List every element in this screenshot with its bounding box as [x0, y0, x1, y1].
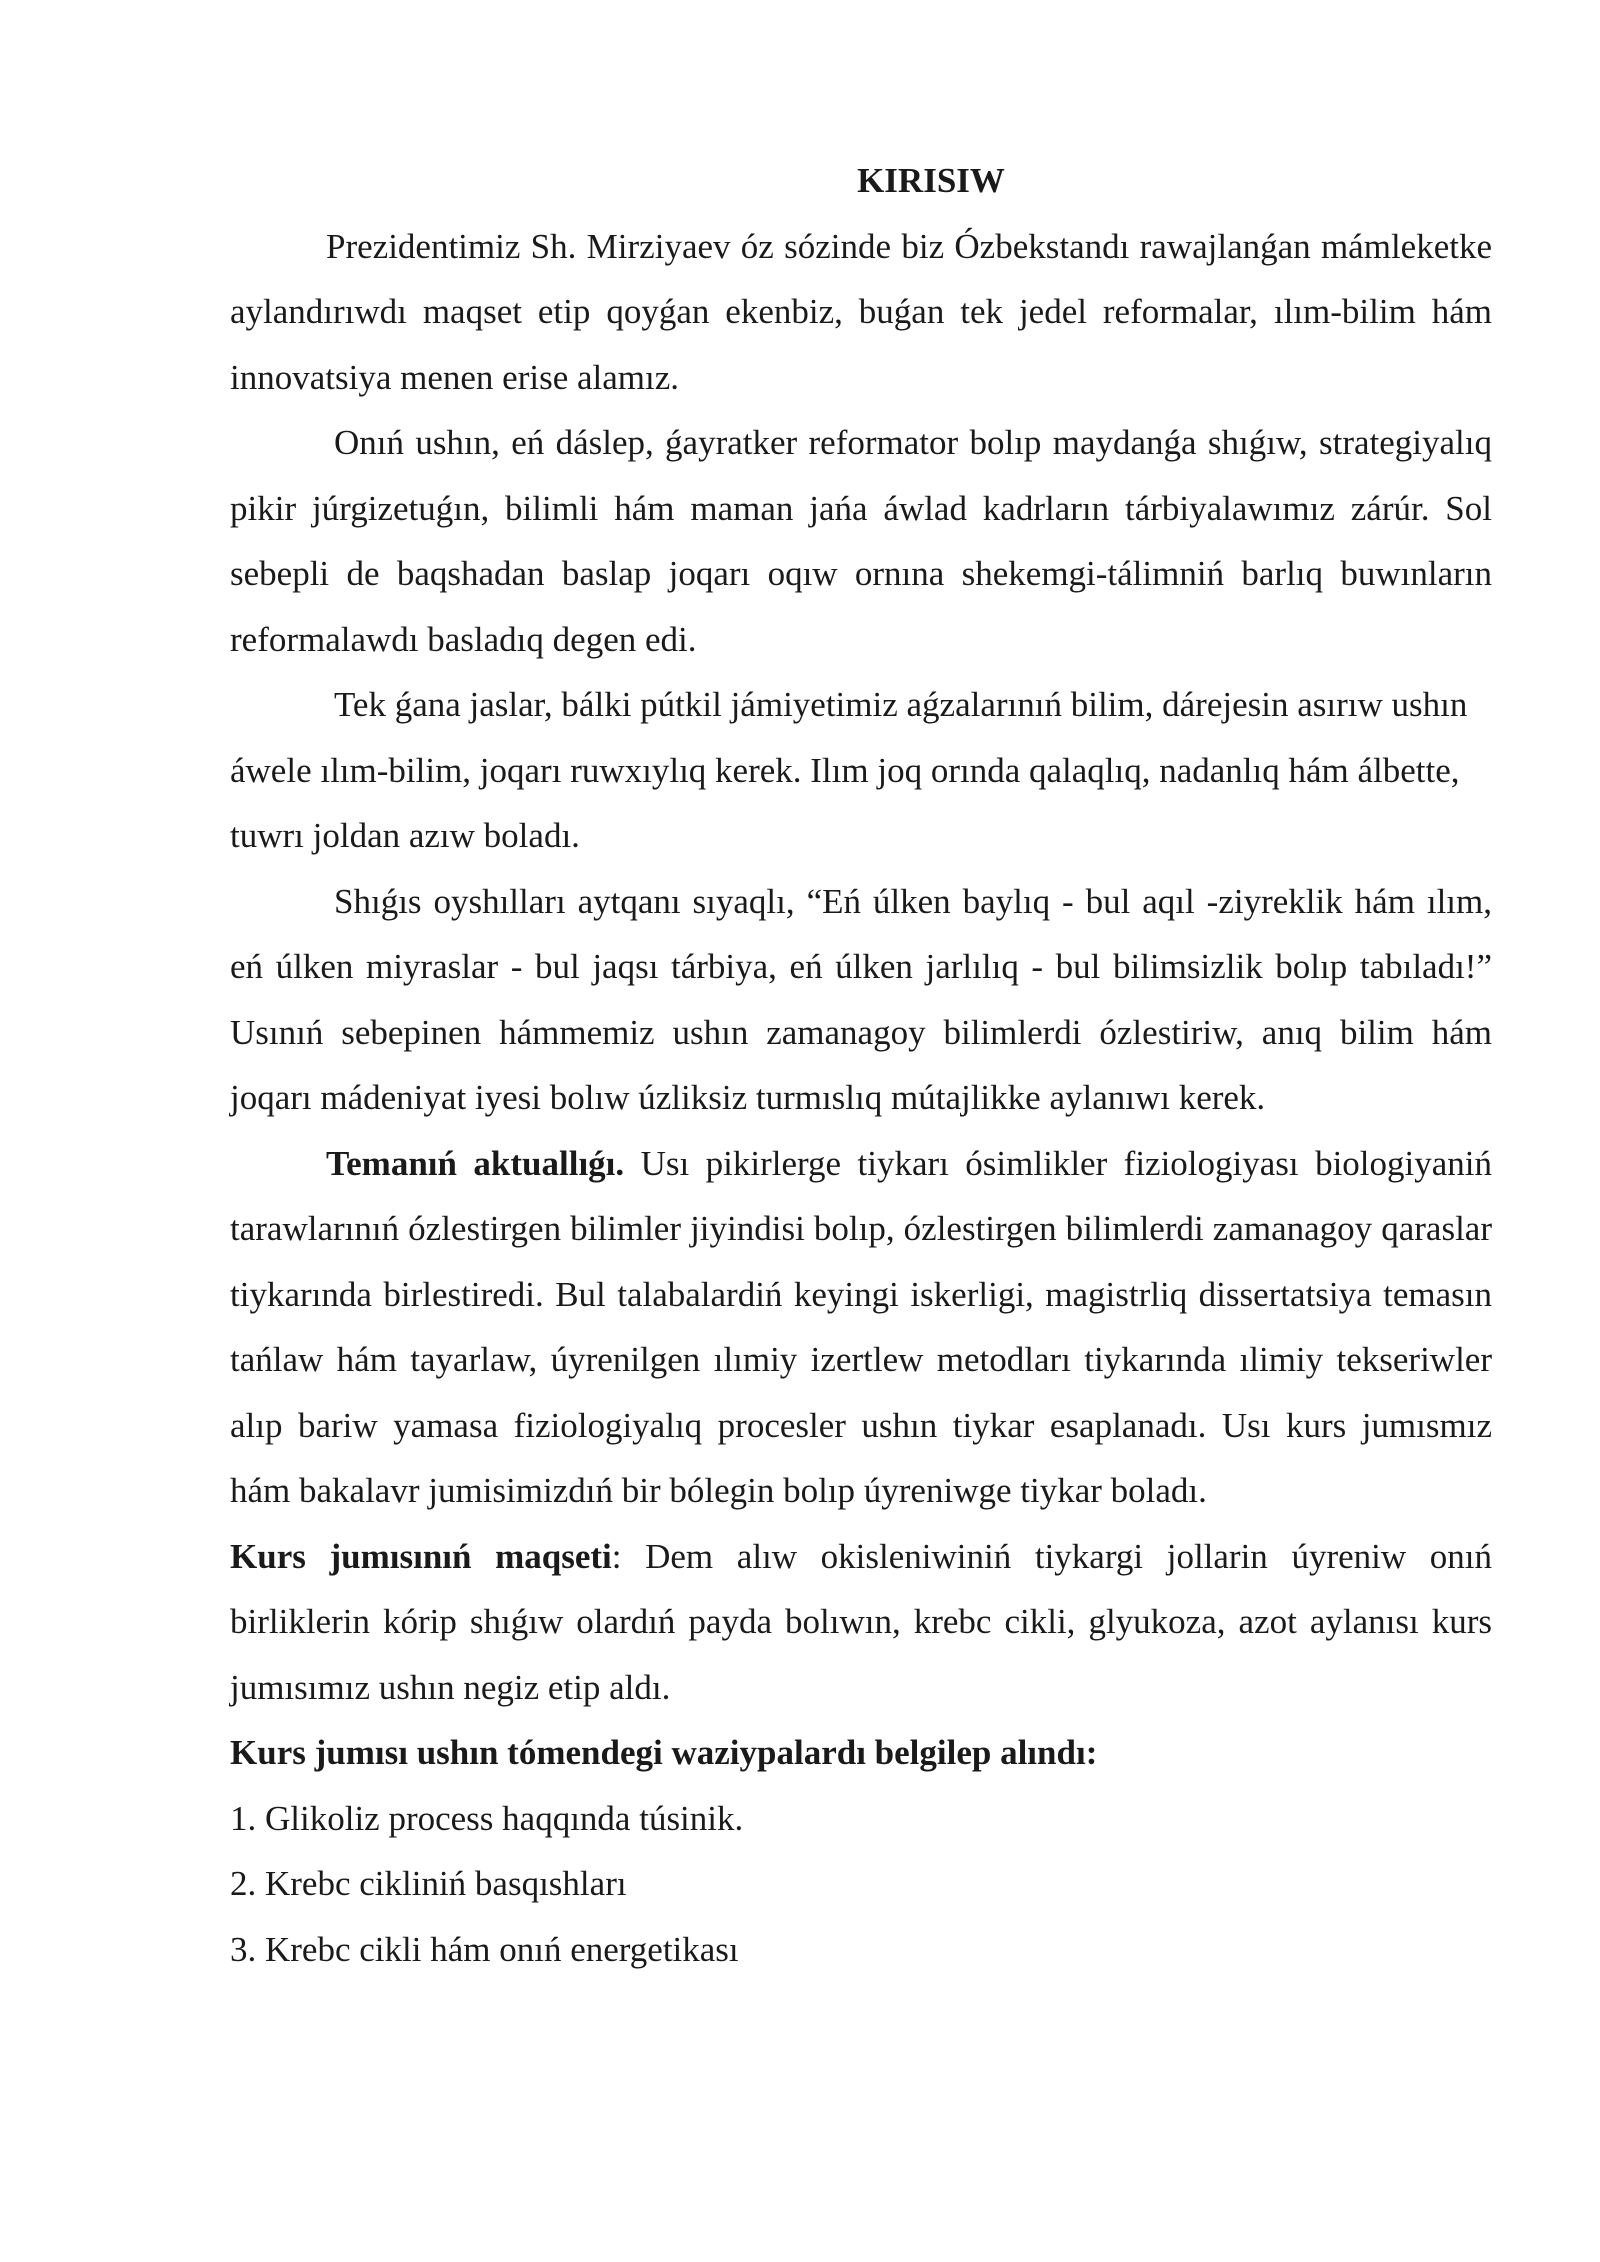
relevance-heading: Temanıń aktuallıǵı. — [326, 1143, 625, 1183]
paragraph-goal — [230, 1524, 1492, 1721]
paragraph-reform: Onıń ushın, eń dáslep, ǵayratker reformator bolıp maydanǵa shıǵıw, strategiyalıq pikir júrgizetuǵın, bilimli hám maman jańa áwlad kadrların tárbiyalawımız zárúr. Sol sebepli de baqshadan baslap joqarı oqıw ornına shekemgi-tálimniń barlıq buwınların reformalawdı basladıq degen edi. — [230, 423, 1492, 659]
paragraph-quote: Shıǵıs oyshılları aytqanı sıyaqlı, “Eń úlken baylıq - bul aqıl -ziyreklik hám ılım, eń úlken miyraslar - bul jaqsı tárbiya, eń úlken jarlılıq - bul bilimsizlik bolıp tabıladı!” Usınıń sebepinen hámmemiz ushın zamanagoy bilimlerdi ózlestiriw, anıq bilim hám joqarı mádeniyat iyesi bolıw úzliksiz turmıslıq mútajlikke aylanıwı kerek. — [230, 881, 1492, 1117]
relevance-text: Usı pikirlerge tiykarı ósimlikler fiziologiyası biologiyaniń tarawlarınıń ózlestirgen bilimler jiyindisi bolıp, ózlestirgen bilimlerdi zamanagoy qaraslar tiykarında birlestiredi. Bul talabalardiń keyingi iskerligi, magistrliq dissertatsiya temasın tańlaw hám tayarlaw, úyrenilgen ılımiy izertlew metodları tiykarında ılimiy tekseriwler alıp bariw yamasa fiziologiyalıq procesler ushın tiykar esaplanadı. Usı kurs jumısmız hám bakalavr jumisimizdıń bir bólegin bolıp úyreniwge tiykar boladı. — [230, 1143, 1492, 1510]
paragraph-youth: Tek ǵana jaslar, bálki pútkil jámiyetimiz aǵzalarınıń bilim, dárejesin asırıw ushın áwele ılım-bilim, joqarı ruwxıylıq kerek. Ilım joq orında qalaqlıq, nadanlıq hám álbette, tuwrı joldan azıw boladı. — [230, 685, 1468, 855]
list-item: 1. Glikoliz process haqqında túsinik. — [230, 1798, 744, 1838]
tasks-heading: Kurs jumısı ushın tómendegi waziypalardı belgilep alındı: — [230, 1733, 1098, 1772]
document-page — [230, 148, 1492, 1982]
list-item: 3. Krebc cikli hám onıń energetikası — [230, 1929, 739, 1969]
document-title: KIRISIW — [857, 161, 1005, 200]
goal-text: : Dem alıw okisleniwiniń tiykargi jollarin úyreniw onıń birliklerin kórip shıǵıw olardıń payda bolıwın, krebc cikli, glyukoza, azot aylanısı kurs jumısımız ushın negiz etip aldı. — [230, 1536, 1492, 1707]
paragraph-intro: Prezidentimiz Sh. Mirziyaev óz sózinde biz Ózbekstandı rawajlanǵan mámleketke aylandırıwdı maqset etip qoyǵan ekenbiz, buǵan tek jedel reformalar, ılım-bilim hám innovatsiya menen erise alamız. — [230, 226, 1492, 397]
list-item: 2. Krebc cikliniń basqıshları — [230, 1864, 627, 1903]
paragraph-tasks-heading — [230, 1720, 1492, 1786]
goal-heading: Kurs jumısınıń maqseti — [230, 1536, 612, 1576]
paragraph-relevance — [230, 1131, 1492, 1524]
